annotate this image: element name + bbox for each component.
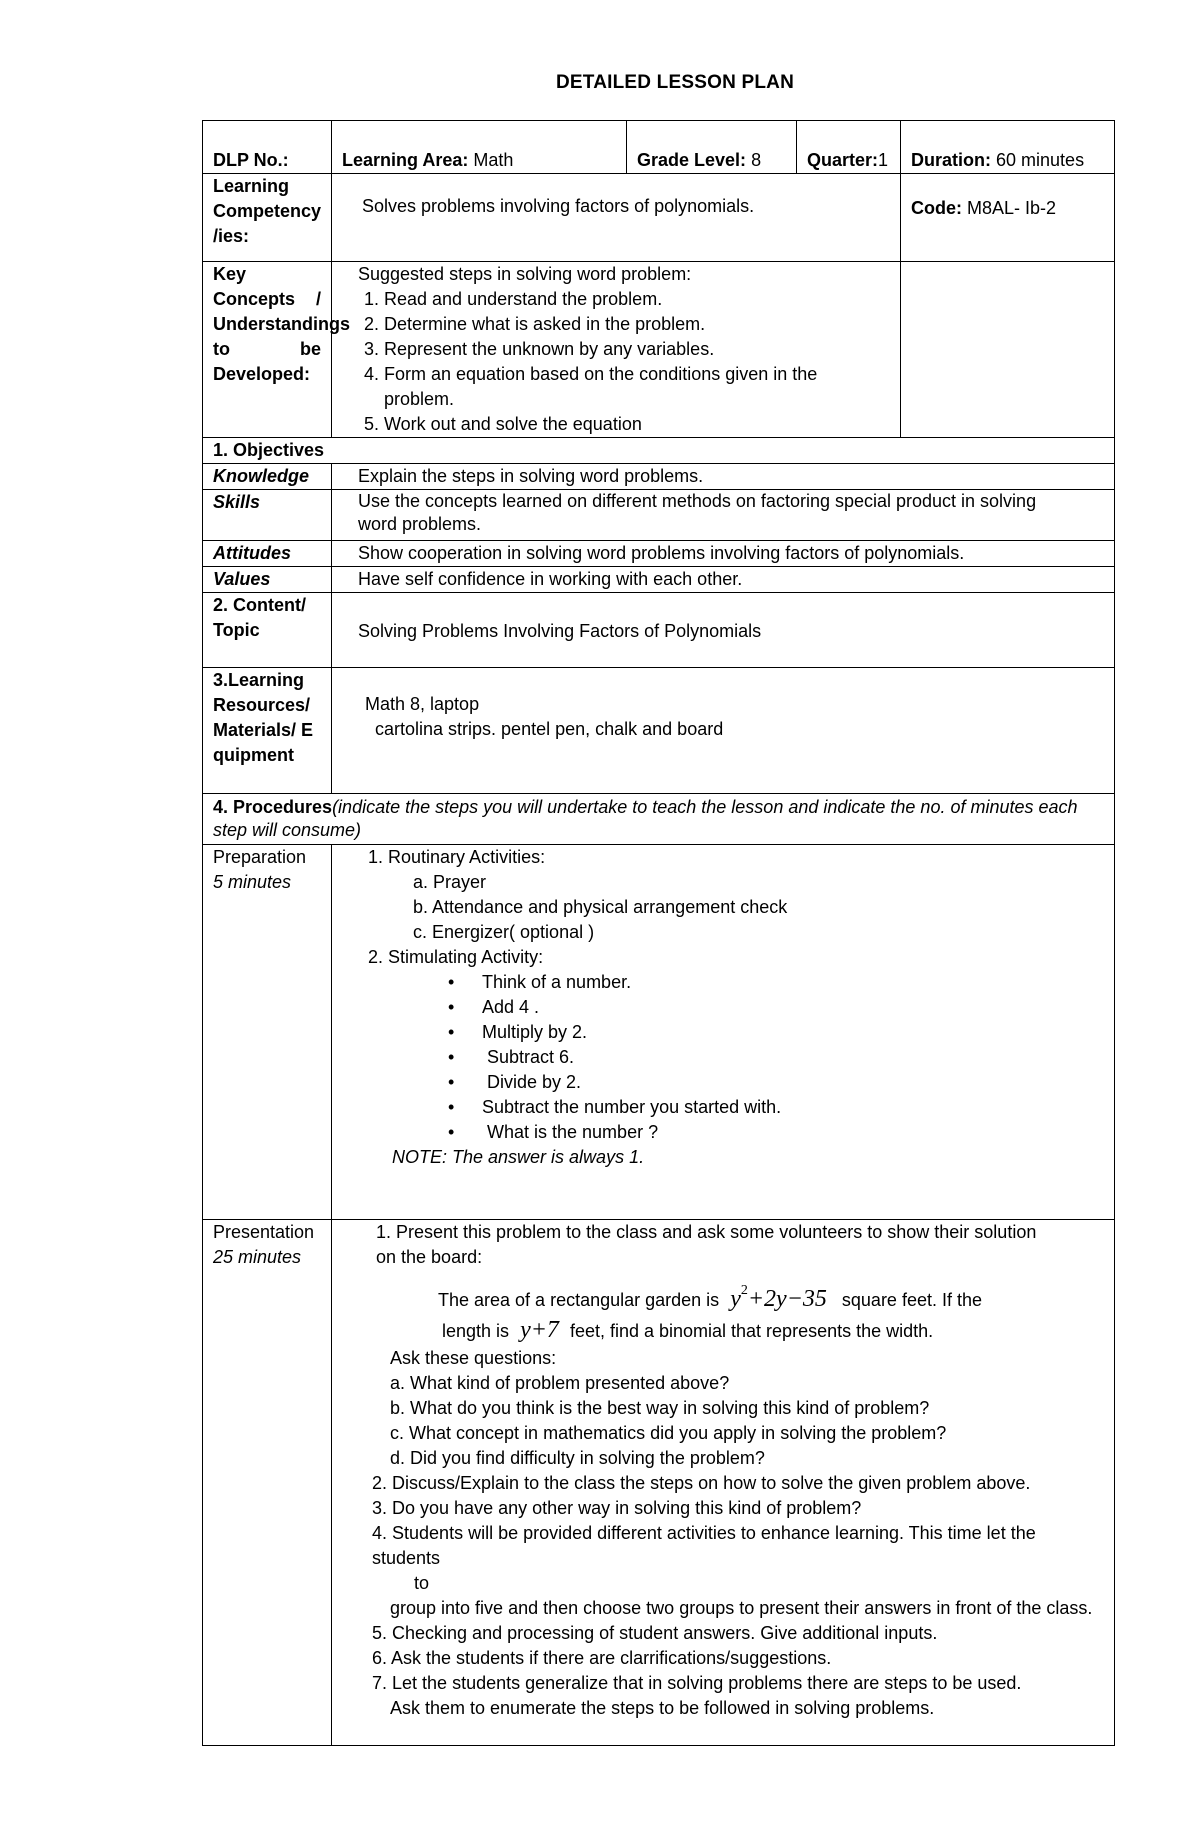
competency-label: Learning Competency /ies: xyxy=(203,174,332,262)
presentation-label-cell xyxy=(203,1220,332,1746)
skills-label: Skills xyxy=(203,490,332,541)
key-concepts-row xyxy=(203,262,1115,438)
code-value: M8AL- Ib-2 xyxy=(967,198,1057,218)
key-concepts-steps xyxy=(358,287,890,437)
dlp-cell xyxy=(203,121,332,174)
list-item: 1. Read and understand the problem. xyxy=(384,287,890,312)
presentation-item-6: 6. Ask the students if there are clarrifications/suggestions. xyxy=(372,1648,832,1668)
question-d: d. Did you find difficulty in solving the problem? xyxy=(390,1448,765,1468)
code-cell xyxy=(901,174,1115,262)
list-item: • Add 4 . xyxy=(482,995,1104,1020)
problem-line-1: The area of a rectangular garden is $y^2+2y-35$ square feet. If the xyxy=(438,1283,982,1312)
competency-row xyxy=(203,174,1115,262)
lesson-plan-table xyxy=(202,120,1114,1746)
content-row xyxy=(203,593,1115,668)
header-row xyxy=(203,121,1115,174)
preparation-sub-c: c. Energizer( optional ) xyxy=(413,922,595,942)
grade-level-label: Grade Level: xyxy=(637,150,747,170)
presentation-item-2: 2. Discuss/Explain to the class the steps on how to solve the given problem above. xyxy=(372,1473,1031,1493)
knowledge-row xyxy=(203,464,1115,490)
objectives-label: 1. Objectives xyxy=(203,438,1115,464)
competency-text: Solves problems involving factors of polynomials. xyxy=(332,174,901,262)
procedures-note: (indicate the steps you will undertake to teach the lesson and indicate the no. of minutes each step will consume) xyxy=(213,797,1078,840)
resources-content xyxy=(332,668,1115,794)
preparation-label: Preparation xyxy=(213,847,307,867)
attitudes-label: Attitudes xyxy=(203,541,332,567)
resources-line-2: cartolina strips. pentel pen, chalk and board xyxy=(375,719,724,739)
presentation-item-7: 7. Let the students generalize that in solving problems there are steps to be used. xyxy=(372,1673,1022,1693)
preparation-sub-b: b. Attendance and physical arrangement check xyxy=(413,897,788,917)
key-concepts-label: Key Concepts / Understandings to be Developed: xyxy=(203,262,332,438)
list-item: • What is the number ? xyxy=(482,1120,1104,1145)
quarter-label: Quarter: xyxy=(807,150,879,170)
presentation-item-4-line: group into five and then choose two groups to present their answers in front of the class. xyxy=(390,1598,1093,1618)
preparation-label-cell xyxy=(203,845,332,1220)
list-item: 5. Work out and solve the equation xyxy=(384,412,890,437)
knowledge-text: Explain the steps in solving word problems. xyxy=(332,464,1115,490)
grade-level-value: 8 xyxy=(751,150,762,170)
question-b: b. What do you think is the best way in solving this kind of problem? xyxy=(390,1398,930,1418)
key-concepts-content xyxy=(332,262,901,438)
dlp-label: DLP No.: xyxy=(213,150,289,170)
stimulating-activity-list xyxy=(368,970,1104,1145)
procedures-label: 4. Procedures xyxy=(213,797,333,817)
key-concepts-intro: Suggested steps in solving word problem: xyxy=(358,264,692,284)
content-text: Solving Problems Involving Factors of Polynomials xyxy=(332,593,1115,668)
list-item: • Divide by 2. xyxy=(482,1070,1104,1095)
preparation-item-1: 1. Routinary Activities: xyxy=(368,847,546,867)
question-a: a. What kind of problem presented above? xyxy=(390,1373,730,1393)
attitudes-text: Show cooperation in solving word problems involving factors of polynomials. xyxy=(332,541,1115,567)
list-item: 3. Represent the unknown by any variables. xyxy=(384,337,890,362)
quarter-cell xyxy=(797,121,901,174)
presentation-minutes: 25 minutes xyxy=(213,1247,302,1267)
presentation-item-1: 1. Present this problem to the class and ask some volunteers to show their solution on the board: xyxy=(376,1222,1037,1267)
presentation-row xyxy=(203,1220,1115,1746)
duration-cell xyxy=(901,121,1115,174)
procedures-cell xyxy=(203,794,1115,845)
area-expression: $y^2+2y-35$ xyxy=(730,1283,827,1312)
values-label: Values xyxy=(203,567,332,593)
preparation-row xyxy=(203,845,1115,1220)
presentation-item-5: 5. Checking and processing of student answers. Give additional inputs. xyxy=(372,1623,938,1643)
procedures-row xyxy=(203,794,1115,845)
preparation-item-2: 2. Stimulating Activity: xyxy=(368,947,544,967)
empty-cell xyxy=(901,262,1115,438)
resources-label: 3.LearningResources/ Materials/ Equipment xyxy=(203,668,332,794)
quarter-value: 1 xyxy=(878,150,889,170)
skills-row xyxy=(203,490,1115,541)
learning-area-cell xyxy=(332,121,627,174)
presentation-item-3: 3. Do you have any other way in solving this kind of problem? xyxy=(372,1498,862,1518)
objectives-row xyxy=(203,438,1115,464)
learning-area-label: Learning Area: xyxy=(342,150,469,170)
presentation-content xyxy=(332,1220,1115,1746)
content-label: 2. Content/ Topic xyxy=(203,593,332,668)
list-item: • Multiply by 2. xyxy=(482,1020,1104,1045)
knowledge-label: Knowledge xyxy=(203,464,332,490)
list-item: • Think of a number. xyxy=(482,970,1104,995)
code-label: Code: xyxy=(911,198,962,218)
skills-text: Use the concepts learned on different methods on factoring special product in solving word problems. xyxy=(332,490,1115,541)
length-expression: y+7 xyxy=(520,1317,559,1343)
duration-value: 60 minutes xyxy=(996,150,1085,170)
presentation-item-7-line: Ask them to enumerate the steps to be followed in solving problems. xyxy=(390,1698,935,1718)
list-item: • Subtract the number you started with. xyxy=(482,1095,1104,1120)
presentation-label: Presentation xyxy=(213,1222,315,1242)
question-c: c. What concept in mathematics did you apply in solving the problem? xyxy=(390,1423,947,1443)
preparation-note: NOTE: The answer is always 1. xyxy=(392,1147,645,1167)
attitudes-row xyxy=(203,541,1115,567)
list-item: 4. Form an equation based on the conditions given in the problem. xyxy=(384,362,890,412)
document-title: DETAILED LESSON PLAN xyxy=(556,72,794,93)
ask-label: Ask these questions: xyxy=(390,1348,557,1368)
list-item: 2. Determine what is asked in the problem. xyxy=(384,312,890,337)
preparation-minutes: 5 minutes xyxy=(213,872,292,892)
resources-row xyxy=(203,668,1115,794)
values-text: Have self confidence in working with each other. xyxy=(332,567,1115,593)
grade-level-cell xyxy=(627,121,797,174)
problem-line-2: length is y+7 feet, find a binomial that represents the width. xyxy=(442,1317,934,1343)
preparation-content xyxy=(332,845,1115,1220)
learning-area-value: Math xyxy=(473,150,514,170)
duration-label: Duration: xyxy=(911,150,991,170)
list-item: • Subtract 6. xyxy=(482,1045,1104,1070)
values-row xyxy=(203,567,1115,593)
preparation-sub-a: a. Prayer xyxy=(413,872,487,892)
presentation-item-4-cont: to xyxy=(414,1573,430,1593)
resources-line-1: Math 8, laptop xyxy=(365,694,480,714)
presentation-item-4: 4. Students will be provided different activities to enhance learning. This time let the students xyxy=(372,1523,1036,1568)
